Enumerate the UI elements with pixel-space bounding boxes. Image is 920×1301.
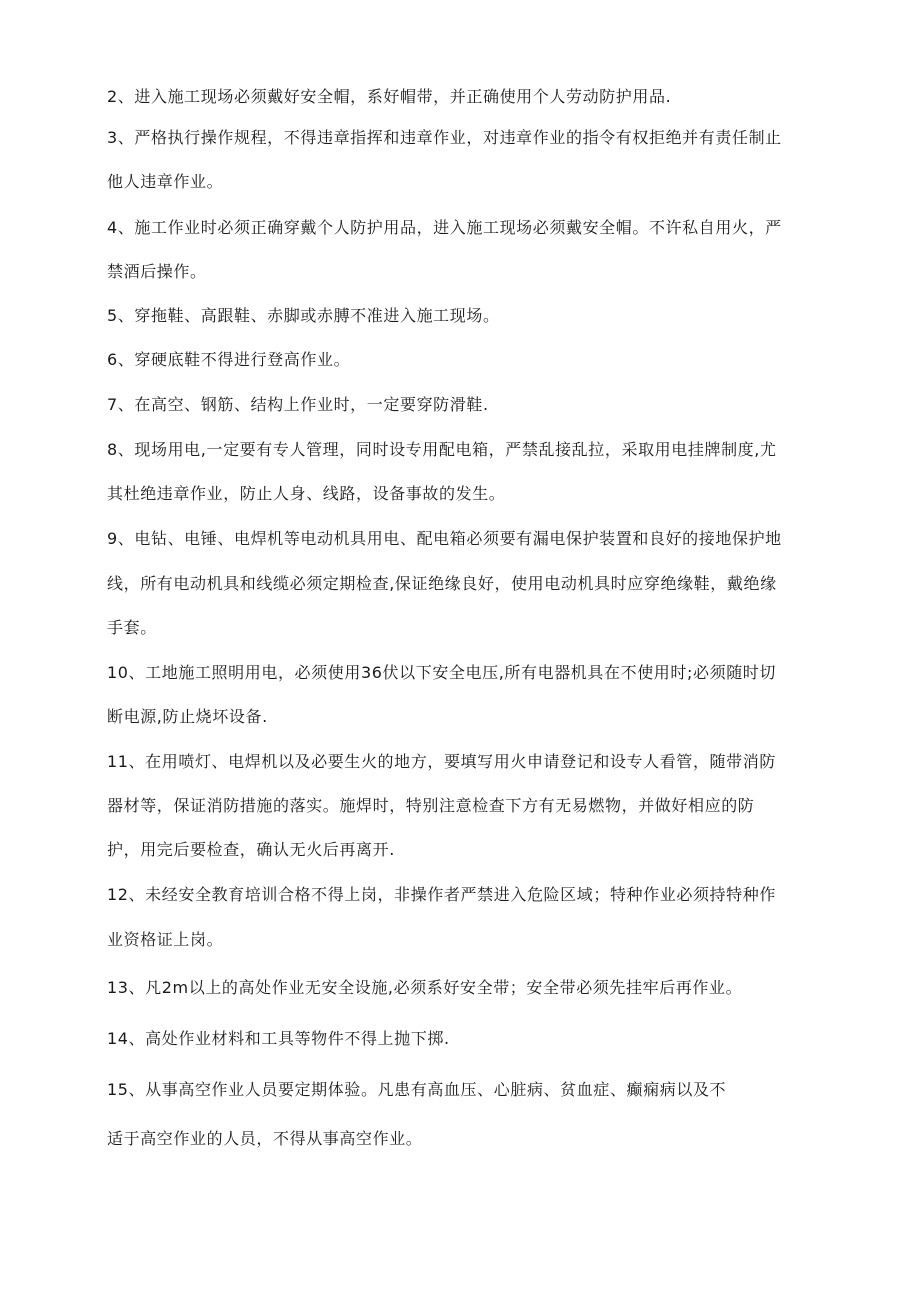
rule-11-line-3: 护，用完后要检查，确认无火后再离开. xyxy=(107,840,395,859)
rule-9-line-2: 线，所有电动机具和线缆必须定期检查,保证绝缘良好，使用电动机具时应穿绝缘鞋，戴绝缘 xyxy=(107,574,777,593)
rule-13-line-1: 13、凡2m以上的高处作业无安全设施,必须系好安全带；安全带必须先挂牢后再作业。 xyxy=(107,978,743,997)
rule-11-line-1: 11、在用喷灯、电焊机以及必要生火的地方，要填写用火申请登记和设专人看管，随带消防 xyxy=(107,752,776,771)
rule-4-line-2: 禁酒后操作。 xyxy=(107,262,207,281)
rule-4-line-1: 4、施工作业时必须正确穿戴个人防护用品，进入施工现场必须戴安全帽。不许私自用火，严 xyxy=(107,218,782,237)
rule-11-line-2: 器材等，保证消防措施的落实。施焊时，特别注意检查下方有无易燃物，并做好相应的防 xyxy=(107,796,755,815)
rule-8-line-2: 其杜绝违章作业，防止人身、线路，设备事故的发生。 xyxy=(107,484,506,503)
rule-5-line-1: 5、穿拖鞋、高跟鞋、赤脚或赤膊不准进入施工现场。 xyxy=(107,306,500,325)
rule-10-line-2: 断电源,防止烧坏设备. xyxy=(107,707,268,726)
rule-9-line-3: 手套。 xyxy=(107,618,157,637)
rule-3-line-1: 3、严格执行操作规程，不得违章指挥和违章作业，对违章作业的指令有权拒绝并有责任制止 xyxy=(107,128,782,147)
rule-6-line-1: 6、穿硬底鞋不得进行登高作业。 xyxy=(107,350,351,369)
rule-14-line-1: 14、高处作业材料和工具等物件不得上抛下掷. xyxy=(107,1029,450,1048)
rule-15-line-2: 适于高空作业的人员，不得从事高空作业。 xyxy=(107,1129,423,1148)
rule-8-line-1: 8、现场用电,一定要有专人管理，同时设专用配电箱，严禁乱接乱拉，采取用电挂牌制度,尤 xyxy=(107,440,777,459)
rule-2-line-1: 2、进入施工现场必须戴好安全帽，系好帽带，并正确使用个人劳动防护用品. xyxy=(107,87,672,106)
rule-9-line-1: 9、电钻、电锤、电焊机等电动机具用电、配电箱必须要有漏电保护装置和良好的接地保护地 xyxy=(107,529,782,548)
rule-12-line-1: 12、未经安全教育培训合格不得上岗，非操作者严禁进入危险区域；特种作业必须持特种作 xyxy=(107,885,776,904)
rule-15-line-1: 15、从事高空作业人员要定期体验。凡患有高血压、心脏病、贫血症、癫痫病以及不 xyxy=(107,1080,727,1099)
rule-3-line-2: 他人违章作业。 xyxy=(107,172,224,191)
rule-10-line-1: 10、工地施工照明用电，必须使用36伏以下安全电压,所有电器机具在不使用时;必须随时切 xyxy=(107,663,776,682)
rule-7-line-1: 7、在高空、钢筋、结构上作业时，一定要穿防滑鞋. xyxy=(107,395,489,414)
rule-12-line-2: 业资格证上岗。 xyxy=(107,930,224,949)
